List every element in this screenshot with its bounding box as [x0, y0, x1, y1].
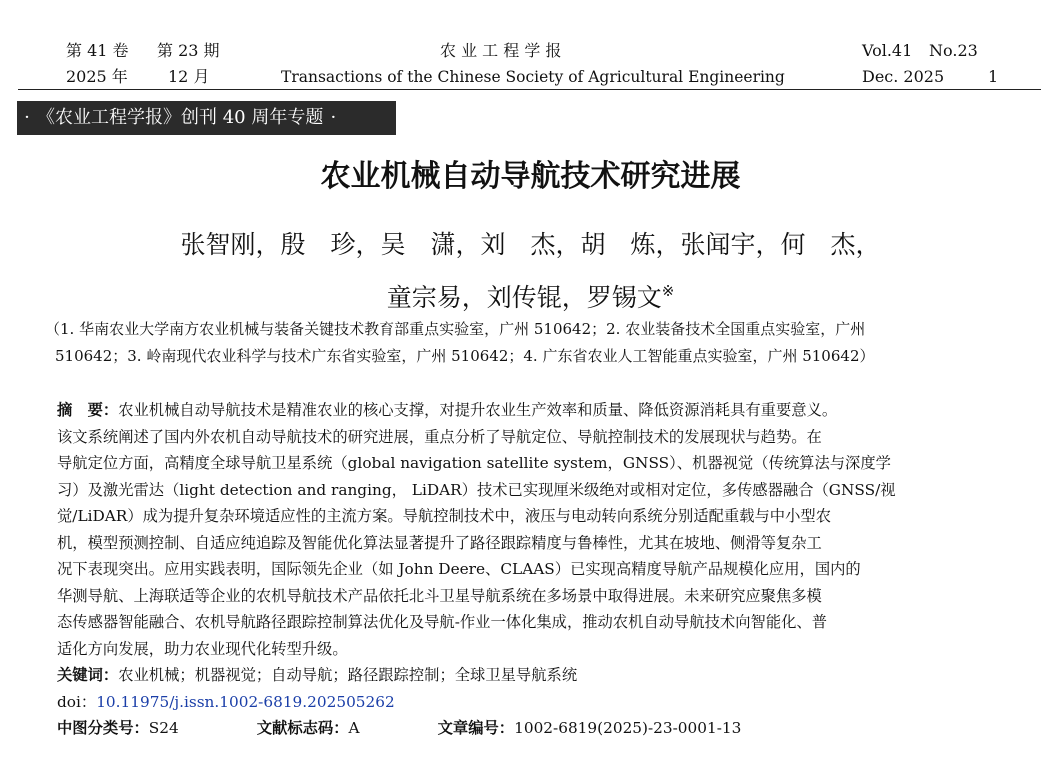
article-no-value: 1002-6819(2025)-23-0001-13 [514, 719, 742, 737]
keywords-label: 关键词： [57, 666, 119, 684]
classification-row [57, 715, 1005, 742]
abstract-line-4: 习）及激光雷达（light detection and ranging， LiDAR）技术已实现厘米级绝对或相对定位，多传感器融合（GNSS/视 [57, 480, 896, 499]
volume-en: Vol.41 [862, 41, 913, 60]
month-cn: 12 月 [168, 67, 210, 86]
banner-dot-left: · [24, 107, 30, 128]
corresponding-author-mark: ※ [661, 282, 675, 300]
clc-label: 中图分类号： [57, 719, 149, 737]
volume-cn: 第 41 卷 [66, 41, 129, 60]
page-number: 1 [988, 67, 999, 86]
issue-cn: 第 23 期 [157, 41, 220, 60]
article-no-label: 文章编号： [437, 719, 515, 737]
abstract-line-2: 该文系统阐述了国内外农机自动导航技术的研究进展，重点分析了导航定位、导航控制技术的发展现状与趋势。在 [57, 427, 822, 446]
abstract-line-5: 觉/LiDAR）成为提升复杂环境适应性的主流方案。导航控制技术中，液压与电动转向系统分别适配重载与中小型农 [57, 507, 831, 525]
paper-title: 农业机械自动导航技术研究进展 [320, 159, 741, 194]
date-en: Dec. 2025 [862, 67, 945, 86]
banner-text: 《农业工程学报》创刊 40 周年专题 [37, 107, 324, 128]
header-rule [18, 89, 1041, 90]
banner-dot-right: · [330, 107, 337, 128]
year-cn: 2025 年 [66, 67, 128, 86]
abstract-text-1: 农业机械自动导航技术是精准农业的核心支撑，对提升农业生产效率和质量、降低资源消耗具有重要意义。 [118, 401, 838, 419]
special-issue-banner [17, 101, 396, 135]
abstract-block [57, 397, 1005, 742]
abstract-line-3: 导航定位方面，高精度全球导航卫星系统（global navigation satellite system，GNSS）、机器视觉（传统算法与深度学 [57, 454, 891, 472]
abstract-line-8: 华测导航、上海联适等企业的农机导航技术产品依托北斗卫星导航系统在多场景中取得进展。未来研究应聚焦多模 [57, 586, 822, 605]
abstract-line-6: 机，模型预测控制、自适应纯追踪及智能优化算法显著提升了路径跟踪精度与鲁棒性，尤其在坡地、侧滑等复杂工 [57, 533, 822, 552]
author-line-1: 张智刚，殷 珍，吴 潇，刘 杰，胡 炼，张闻宇，何 杰， [180, 230, 881, 259]
issue-en: No.23 [929, 41, 978, 60]
abstract-line-10: 适化方向发展，助力农业现代化转型升级。 [57, 639, 348, 658]
doc-code-value: A [348, 719, 360, 737]
doi-row [57, 689, 1005, 716]
doi-link[interactable]: 10.11975/j.issn.1002-6819.202505262 [96, 692, 395, 711]
abstract-line-7: 况下表现突出。应用实践表明，国际领先企业（如 John Deere、CLAAS）已实现高精度导航产品规模化应用，国内的 [57, 560, 861, 578]
author-line-2-text: 童宗易，刘传锟，罗锡文 [386, 283, 662, 312]
abstract-label: 摘 要： [57, 401, 119, 419]
abstract-line-9: 态传感器智能融合、农机导航路径跟踪控制算法优化及导航-作业一体化集成，推动农机自动导航技术向智能化、普 [57, 613, 828, 631]
affiliation-line-1: （1. 华南农业大学南方农业机械与装备关键技术教育部重点实验室，广州 510642；2. 农业装备技术全国重点实验室，广州 [45, 320, 866, 338]
journal-name-cn: 农 业 工 程 学 报 [440, 41, 562, 60]
clc-value: S24 [148, 719, 179, 737]
keywords-row [57, 662, 1005, 689]
affiliation-line-2: 510642；3. 岭南现代农业科学与技术广东省实验室，广州 510642；4. 广东省农业人工智能重点实验室，广州 510642） [55, 347, 875, 365]
doi-label: doi： [57, 692, 97, 711]
journal-name-en: Transactions of the Chinese Society of Agricultural Engineering [281, 68, 785, 86]
author-line-2 [0, 274, 1061, 315]
doc-code-label: 文献标志码： [256, 719, 349, 737]
keywords-text: 农业机械；机器视觉；自动导航；路径跟踪控制；全球卫星导航系统 [118, 666, 578, 684]
abstract-line-1 [57, 397, 1005, 424]
